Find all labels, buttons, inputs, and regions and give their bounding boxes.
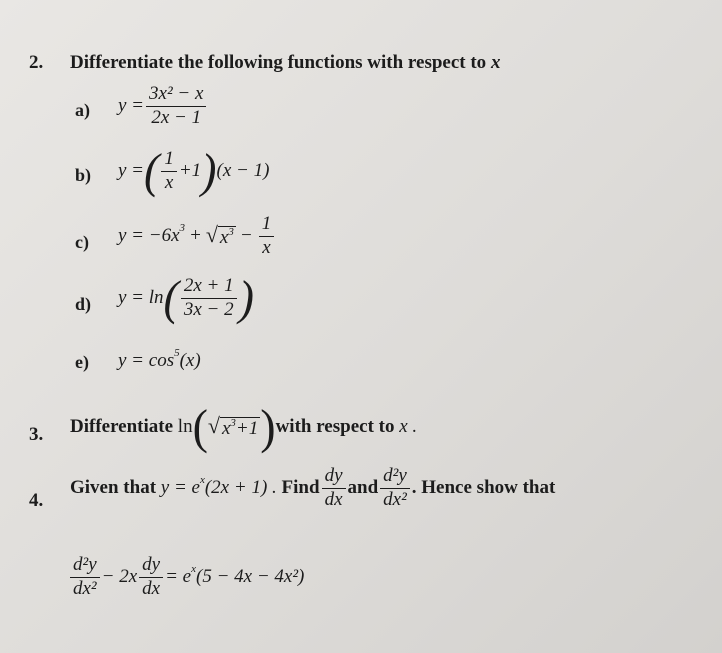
q2b-label: b) bbox=[75, 165, 92, 185]
q2-number: 2. bbox=[29, 52, 44, 73]
q2c-expression: y = −6x 3 + √ $x^3$ − $\frac{1}{x}$ bbox=[118, 214, 276, 259]
q2e-label: e) bbox=[75, 352, 89, 372]
q2a-label: a) bbox=[75, 100, 90, 120]
q2c-label: c) bbox=[75, 232, 89, 252]
q3-text: Differentiate ln ( √ $x^3+1$ ) with respect to x . bbox=[70, 399, 418, 454]
q2e-expression: y = cos 5 (x) bbox=[118, 347, 201, 371]
q4-text: Given that y = e x (2x + 1) . Find $\frac{dy}{dx}$ and $\frac{\text{d²y}}{\text{dx²}}$ . Hence show that bbox=[70, 465, 556, 510]
q4-dydx: $\frac{dy}{dx}$ bbox=[322, 466, 346, 511]
q2d-label: d) bbox=[75, 294, 92, 314]
q4-d2ydx2: $\frac{\text{d²y}}{\text{dx²}}$ bbox=[380, 466, 410, 511]
q2b-expression: y = ( $\frac{1}{x}$ +1 ) (x − 1) bbox=[118, 143, 270, 198]
q2c-root: √ $x^3$ bbox=[205, 221, 234, 248]
q2-text: Differentiate the following functions with respect to x bbox=[70, 52, 501, 73]
q2a-fraction: $\frac{\text{3x² − x}}{2x - 1}$ bbox=[146, 84, 206, 129]
q4-number: 4. bbox=[29, 490, 44, 511]
q2d-expression: y = ln ( $\frac{2x + 1}{3x - 2}$ ) bbox=[118, 270, 254, 325]
q2a-expression: y = $\frac{\text{3x² − x}}{2x - 1}$ bbox=[118, 84, 208, 129]
q4-show-equation: $\frac{\text{d²y}}{\text{dx²}}$ − 2x $\frac{dy}{dx}$ = e x (5 − 4x − 4x²) bbox=[68, 555, 304, 600]
q3-number: 3. bbox=[29, 424, 44, 445]
